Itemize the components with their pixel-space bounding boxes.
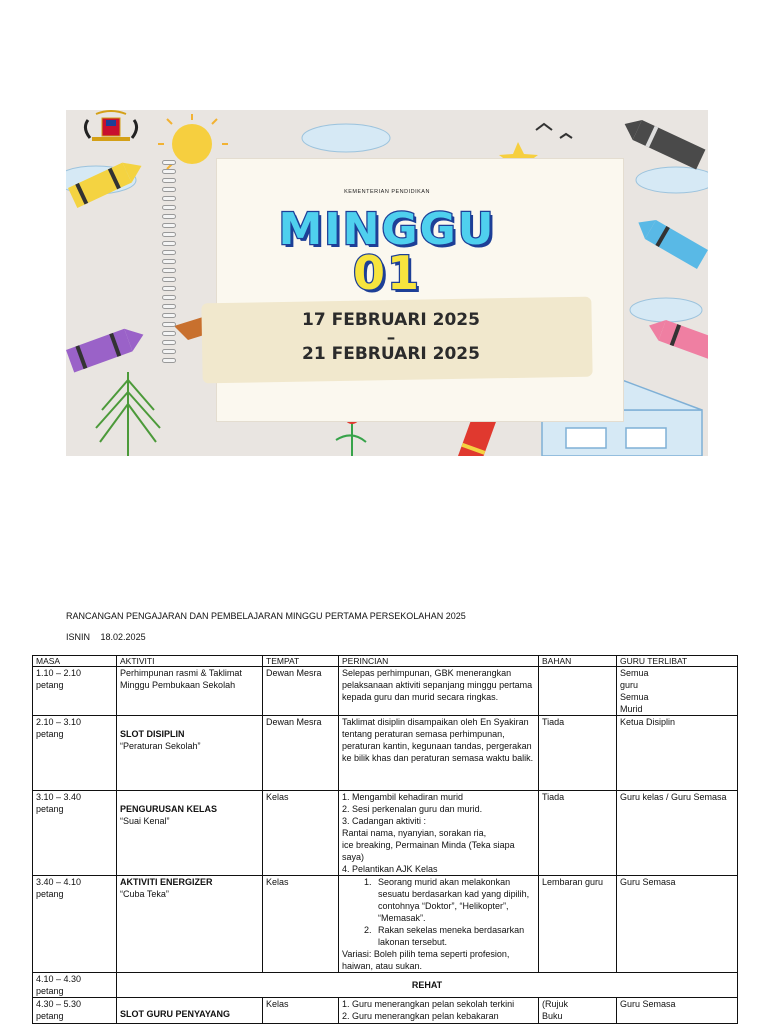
place-cell: Kelas [263,876,339,973]
teachers-cell: Guru kelas / Guru Semasa [617,791,738,876]
break-label: REHAT [117,973,738,998]
details-cell: 1. Mengambil kehadiran murid 2. Sesi perkenalan guru dan murid. 3. Cadangan aktiviti : Rantai nama, nyanyian, sorakan ria, ice breaking, Permainan Minda (Teka siapa saya) 4. Pelantikan AJK Kelas [339,791,539,876]
table-row [33,716,738,791]
end-date: 21 FEBRUARI 2025 [302,344,480,364]
week-banner [66,110,708,456]
teachers-cell: Guru Semasa [617,998,738,1024]
document-title: RANCANGAN PENGAJARAN DAN PEMBELAJARAN MINGGU PERTAMA PERSEKOLAHAN 2025 [66,611,466,621]
start-date: 17 FEBRUARI 2025 [302,310,480,330]
details-cell: 1. Guru menerangkan pelan sekolah terkini 2. Guru menerangkan pelan kebakaran [339,998,539,1024]
time-cell: 3.40 – 4.10 petang [33,876,117,973]
teachers-cell: Guru Semasa [617,876,738,973]
place-cell: Dewan Mesra [263,716,339,791]
header-aktiviti: AKTIVITI [117,656,263,667]
time-cell: 4.30 – 5.30 petang [33,998,117,1024]
teachers-cell: Semua guru Semua Murid [617,667,738,716]
time-cell: 1.10 – 2.10 petang [33,667,117,716]
teachers-cell: Ketua Disiplin [617,716,738,791]
activity-cell: PENGURUSAN KELAS “Suai Kenal” [117,791,263,876]
table-header-row [33,656,738,667]
place-cell: Dewan Mesra [263,667,339,716]
header-tempat: TEMPAT [263,656,339,667]
materials-cell [539,667,617,716]
details-note: Variasi: Boleh pilih tema seperti profesion, haiwan, atau sukan. [342,949,510,971]
coat-of-arms-icon [66,110,156,142]
materials-cell: (Rujuk Buku [539,998,617,1024]
date-label: 18.02.2025 [100,632,146,642]
materials-cell: Lembaran guru [539,876,617,973]
notepad-rings [162,160,176,367]
table-row [33,998,738,1024]
place-cell: Kelas [263,791,339,876]
ministry-label: KEMENTERIAN PENDIDIKAN [344,189,430,195]
table-row-break [33,973,738,998]
header-guru-terlibat: GURU TERLIBAT [617,656,738,667]
lesson-plan-table [32,655,738,1024]
header-masa: MASA [33,656,117,667]
date-dash: – [386,328,396,348]
table-row [33,876,738,973]
details-cell: Taklimat disiplin disampaikan oleh En Syakiran tentang peraturan semasa perhimpunan, peraturan kantin, kegunaan tandas, pergerakan ke bilik khas dan peraturan semasa waktu balik. [339,716,539,791]
materials-cell: Tiada [539,716,617,791]
list-item: 2. Rakan sekelas meneka berdasarkan lakonan tersebut. [374,924,535,948]
week-heading: MINGGU [278,204,496,255]
time-cell: 2.10 – 3.10 petang [33,716,117,791]
materials-cell: Tiada [539,791,617,876]
details-cell [339,876,539,973]
place-cell: Kelas [263,998,339,1024]
details-list [342,876,535,948]
activity-cell: AKTIVITI ENERGIZER “Cuba Teka” [117,876,263,973]
document-day-date [66,632,146,642]
header-perincian: PERINCIAN [339,656,539,667]
activity-cell: Perhimpunan rasmi & Taklimat Minggu Pembukaan Sekolah [117,667,263,716]
list-item: 1. Seorang murid akan melakonkan sesuatu berdasarkan kad yang dipilih, contohnya “Doktor”, “Helikopter”, “Memasak”. [374,876,535,924]
details-cell: Selepas perhimpunan, GBK menerangkan pelaksanaan aktiviti sepanjang minggu pertama kepada guru dan murid secara ringkas. [339,667,539,716]
header-bahan: BAHAN [539,656,617,667]
week-number: 01 [352,246,421,300]
activity-cell: SLOT GURU PENYAYANG [117,998,263,1024]
activity-cell: SLOT DISIPLIN “Peraturan Sekolah” [117,716,263,791]
time-cell: 3.10 – 3.40 petang [33,791,117,876]
day-label: ISNIN [66,632,91,642]
table-row [33,667,738,716]
table-row [33,791,738,876]
time-cell: 4.10 – 4.30 petang [33,973,117,998]
